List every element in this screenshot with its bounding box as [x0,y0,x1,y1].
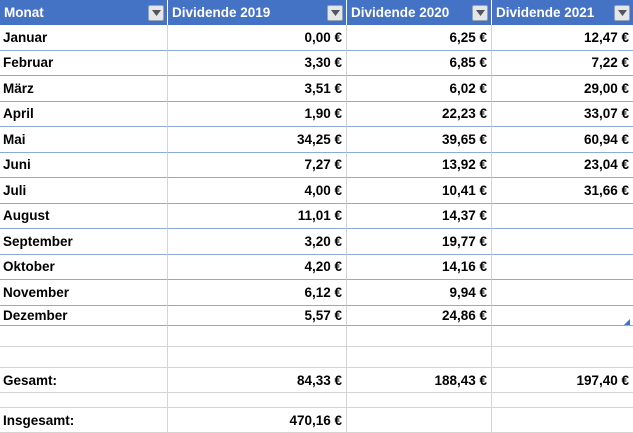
dividend-2021-cell[interactable]: 33,07 € [492,102,633,128]
header-label: Dividende 2020 [351,5,450,20]
month-cell[interactable]: März [0,76,168,102]
dividend-2020-cell[interactable]: 39,65 € [347,127,492,153]
dividend-2020-cell[interactable]: 22,23 € [347,102,492,128]
total-2019-cell[interactable]: 84,33 € [168,368,347,393]
dividend-2020-cell[interactable]: 6,85 € [347,51,492,77]
header-label: Monat [4,5,44,20]
dividend-2019-cell[interactable]: 3,20 € [168,229,347,255]
dividend-2019-cell[interactable]: 0,00 € [168,25,347,51]
dividend-2021-cell[interactable]: 29,00 € [492,76,633,102]
filter-dropdown-button[interactable] [148,5,164,21]
empty-cell[interactable] [0,347,168,368]
filter-dropdown-button[interactable] [472,5,488,21]
empty-cell[interactable] [492,326,633,347]
dividend-2019-cell[interactable]: 3,30 € [168,51,347,77]
empty-cell[interactable] [347,326,492,347]
dividend-2020-cell[interactable]: 9,94 € [347,280,492,306]
table-header-row [0,0,633,25]
totals-label[interactable]: Gesamt: [0,368,168,393]
table-row [0,306,633,327]
month-cell[interactable]: Februar [0,51,168,77]
table-row [0,178,633,204]
grand-total-row [0,408,633,433]
dividend-2020-cell[interactable]: 6,25 € [347,25,492,51]
dividend-2021-cell[interactable]: 60,94 € [492,127,633,153]
empty-cell[interactable] [168,326,347,347]
filter-dropdown-button[interactable] [614,5,630,21]
table-row [0,280,633,306]
empty-cell[interactable] [347,393,492,408]
table-resize-handle-icon[interactable] [624,319,630,325]
dividend-2019-cell[interactable]: 3,51 € [168,76,347,102]
dividend-2020-cell[interactable]: 24,86 € [347,306,492,327]
dividend-2021-cell[interactable] [492,204,633,230]
dividend-2020-cell[interactable]: 14,16 € [347,255,492,281]
table-row [0,76,633,102]
month-cell[interactable]: Oktober [0,255,168,281]
dividend-2021-cell[interactable] [492,280,633,306]
dropdown-arrow-icon [618,10,627,16]
month-cell[interactable]: Mai [0,127,168,153]
dividend-2019-cell[interactable]: 11,01 € [168,204,347,230]
table-row [0,51,633,77]
table-row [0,127,633,153]
header-label: Dividende 2019 [172,5,271,20]
dividend-2021-cell[interactable]: 31,66 € [492,178,633,204]
dividend-2020-cell[interactable]: 14,37 € [347,204,492,230]
dividend-2019-cell[interactable]: 4,00 € [168,178,347,204]
dividend-2021-cell[interactable] [492,255,633,281]
header-cell-2019[interactable] [168,0,347,25]
dropdown-arrow-icon [152,10,161,16]
dividend-2019-cell[interactable]: 6,12 € [168,280,347,306]
month-cell[interactable]: November [0,280,168,306]
dropdown-arrow-icon [331,10,340,16]
header-label: Dividende 2021 [496,5,595,20]
month-cell[interactable]: Januar [0,25,168,51]
grand-total-value[interactable]: 470,16 € [168,408,347,433]
table-row [0,204,633,230]
empty-cell[interactable] [492,393,633,408]
empty-cell[interactable] [168,347,347,368]
total-2020-cell[interactable]: 188,43 € [347,368,492,393]
month-cell[interactable]: April [0,102,168,128]
table-row [0,25,633,51]
empty-cell[interactable] [492,347,633,368]
dividend-2020-cell[interactable]: 10,41 € [347,178,492,204]
dividend-2021-cell[interactable] [492,229,633,255]
dropdown-arrow-icon [476,10,485,16]
dividend-2021-cell[interactable]: 23,04 € [492,153,633,179]
empty-cell[interactable] [347,408,492,433]
dividend-2020-cell[interactable]: 13,92 € [347,153,492,179]
empty-cell[interactable] [0,393,168,408]
empty-cell[interactable] [168,393,347,408]
table-row [0,153,633,179]
dividend-2020-cell[interactable]: 6,02 € [347,76,492,102]
dividend-2019-cell[interactable]: 34,25 € [168,127,347,153]
dividend-2019-cell[interactable]: 4,20 € [168,255,347,281]
empty-row [0,393,633,408]
dividend-2021-cell[interactable]: 7,22 € [492,51,633,77]
table-row [0,229,633,255]
dividend-2019-cell[interactable]: 5,57 € [168,306,347,327]
dividend-2019-cell[interactable]: 1,90 € [168,102,347,128]
table-row [0,255,633,281]
month-cell[interactable]: September [0,229,168,255]
dividend-2021-cell[interactable] [492,306,633,327]
grand-total-label[interactable]: Insgesamt: [0,408,168,433]
filter-dropdown-button[interactable] [327,5,343,21]
empty-cell[interactable] [347,347,492,368]
empty-cell[interactable] [492,408,633,433]
dividend-2020-cell[interactable]: 19,77 € [347,229,492,255]
empty-cell[interactable] [0,326,168,347]
month-cell[interactable]: Juli [0,178,168,204]
month-cell[interactable]: Dezember [0,306,168,327]
header-cell-2020[interactable] [347,0,492,25]
table-row [0,102,633,128]
header-cell-monat[interactable] [0,0,168,25]
dividend-2019-cell[interactable]: 7,27 € [168,153,347,179]
total-2021-cell[interactable]: 197,40 € [492,368,633,393]
month-cell[interactable]: Juni [0,153,168,179]
empty-row [0,326,633,347]
totals-row [0,368,633,393]
month-cell[interactable]: August [0,204,168,230]
empty-row [0,347,633,368]
dividend-2021-cell[interactable]: 12,47 € [492,25,633,51]
header-cell-2021[interactable] [492,0,633,25]
